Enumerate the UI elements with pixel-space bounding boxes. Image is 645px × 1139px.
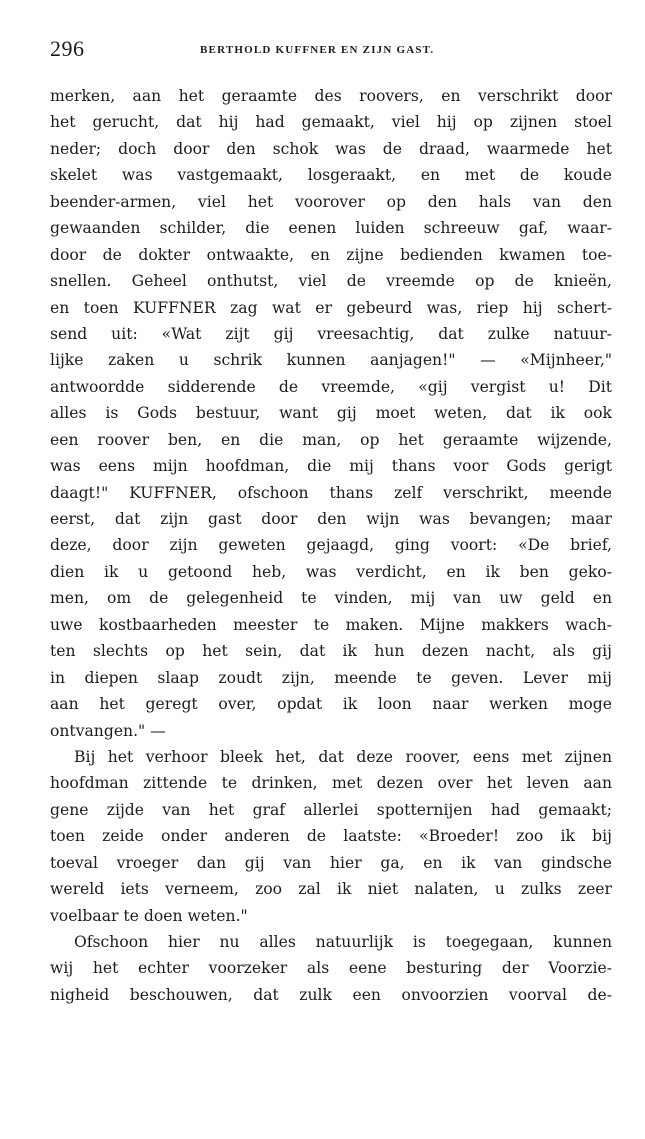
text-line: skelet was vastgemaakt, losgeraakt, en met de koude — [50, 166, 612, 185]
text-line: antwoordde sidderende de vreemde, «gij vergist u! Dit — [50, 377, 612, 396]
text-line: in diepen slaap zoudt zijn, meende te geven. Lever mij — [50, 668, 612, 687]
body-text — [50, 83, 612, 1008]
text-line: eerst, dat zijn gast door den wijn was bevangen; maar — [50, 510, 612, 528]
text-line: lijke zaken u schrik kunnen aanjagen!" — «Mijnheer," — [50, 351, 612, 370]
text-line: ontvangen." — — [50, 721, 166, 740]
text-line: neder; doch door den schok was de draad, waarmede het — [50, 139, 612, 158]
text-line: nigheid beschouwen, dat zulk een onvoorzien voorval de- — [50, 985, 612, 1004]
running-title: BERTHOLD KUFFNER EN ZIJN GAST. — [200, 44, 435, 56]
text-line: alles is Gods bestuur, want gij moet weten, dat ik ook — [50, 404, 612, 423]
text-line: was eens mijn hoofdman, die mij thans voor Gods gerigt — [50, 457, 612, 476]
text-line: men, om de gelegenheid te vinden, mij van uw geld en — [50, 589, 612, 608]
text-line: ten slechts op het sein, dat ik hun dezen nacht, als gij — [50, 642, 612, 661]
page-number: 296 — [50, 36, 85, 61]
text-line: gene zijde van het graf allerlei spotternijen had gemaakt; — [50, 800, 612, 819]
text-line: door de dokter ontwaakte, en zijne bedienden kwamen toe- — [50, 245, 612, 264]
text-line: snellen. Geheel onthutst, viel de vreemde op de knieën, — [50, 272, 612, 291]
text-line: het gerucht, dat hij had gemaakt, viel hij op zijnen stoel — [50, 113, 612, 132]
text-line: daagt!" KUFFNER, ofschoon thans zelf verschrikt, meende — [50, 483, 612, 502]
text-line: Bij het verhoor bleek het, dat deze roover, eens met zijnen — [74, 747, 612, 766]
text-line: deze, door zijn geweten gejaagd, ging voort: «De brief, — [50, 536, 612, 555]
text-line: merken, aan het geraamte des roovers, en verschrikt door — [50, 87, 612, 105]
page-header — [50, 36, 610, 66]
text-line: send uit: «Wat zijt gij vreesachtig, dat zulke natuur- — [50, 324, 612, 343]
text-line: en toen KUFFNER zag wat er gebeurd was, riep hij schert- — [50, 298, 612, 317]
text-line: wereld iets verneem, zoo zal ik niet nalaten, u zulks zeer — [50, 880, 612, 899]
text-line: toen zeide onder anderen de laatste: «Broeder! zoo ik bij — [50, 827, 612, 846]
text-line: een roover ben, en die man, op het geraamte wijzende, — [50, 430, 612, 449]
text-line: aan het geregt over, opdat ik loon naar werken moge — [50, 695, 612, 714]
text-line: beender-armen, viel het voorover op den hals van den — [50, 192, 612, 211]
text-line: voelbaar te doen weten." — [50, 906, 248, 925]
text-line: Ofschoon hier nu alles natuurlijk is toegegaan, kunnen — [74, 933, 612, 951]
text-line: toeval vroeger dan gij van hier ga, en ik van gindsche — [50, 853, 612, 872]
text-line: gewaanden schilder, die eenen luiden schreeuw gaf, waar- — [50, 219, 612, 238]
text-line: dien ik u getoond heb, was verdicht, en ik ben geko- — [50, 562, 612, 581]
text-line: uwe kostbaarheden meester te maken. Mijne makkers wach- — [50, 615, 612, 634]
text-line: hoofdman zittende te drinken, met dezen over het leven aan — [50, 774, 612, 793]
text-line: wij het echter voorzeker als eene besturing der Voorzie- — [50, 959, 612, 978]
